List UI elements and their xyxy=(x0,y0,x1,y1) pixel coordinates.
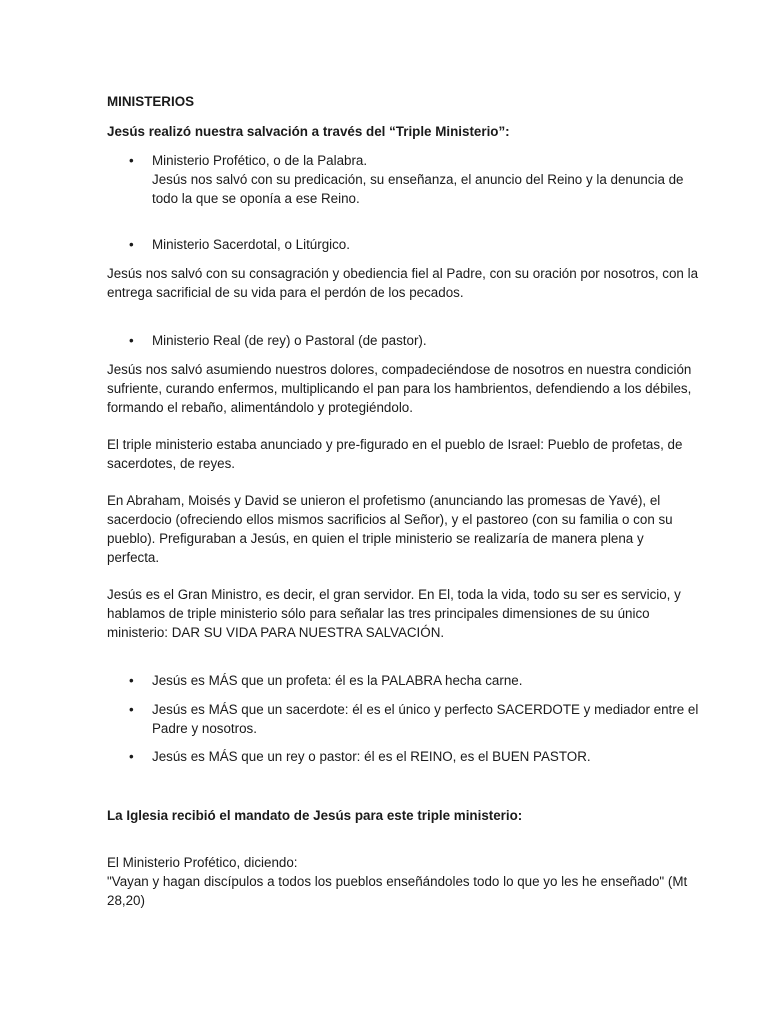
document-heading: MINISTERIOS xyxy=(107,94,195,109)
text-line: hablamos de triple ministerio sólo para señalar las tres principales dimensiones de su único xyxy=(107,606,650,621)
paragraph-pastoral xyxy=(107,360,692,417)
bullet-marker: • xyxy=(129,237,134,252)
bullet-text xyxy=(152,151,684,208)
text-line: Jesús es el Gran Ministro, es decir, el gran servidor. En El, toda la vida, todo su ser es servicio, y xyxy=(107,587,681,602)
text-line: En Abraham, Moisés y David se unieron el profetismo (anunciando las promesas de Yavé), el xyxy=(107,493,661,508)
text-line: El triple ministerio estaba anunciado y pre-figurado en el pueblo de Israel: Pueblo de profetas, de xyxy=(107,437,683,452)
text-line: sacerdocio (ofreciendo ellos mismos sacrificios al Señor), y el pastoreo (con su familia o con su xyxy=(107,512,673,527)
text-line: Padre y nosotros. xyxy=(152,721,257,736)
bullet-text xyxy=(152,331,652,350)
text-line: Jesús nos salvó con su consagración y obediencia fiel al Padre, con su oración por nosotros, con la xyxy=(107,266,699,281)
paragraph-sacerdotal xyxy=(107,264,699,302)
text-line: Jesús es MÁS que un rey o pastor: él es el REINO, es el BUEN PASTOR. xyxy=(152,749,591,764)
paragraph-ministerio-profetico-iglesia xyxy=(107,853,688,910)
bullet-marker: • xyxy=(129,673,134,688)
paragraph-israel xyxy=(107,435,683,473)
bullet-marker: • xyxy=(129,333,134,348)
text-line: 28,20) xyxy=(107,893,145,908)
text-line: sacerdotes, de reyes. xyxy=(107,456,236,471)
text-line: entrega sacrificial de su vida para el perdón de los pecados. xyxy=(107,285,464,300)
text-line: formando el rebaño, alimentándolo y protegiéndolo. xyxy=(107,400,413,415)
bullet-text xyxy=(152,671,652,690)
text-line: Ministerio Real (de rey) o Pastoral (de pastor). xyxy=(152,333,427,348)
text-line: "Vayan y hagan discípulos a todos los pueblos enseñándoles todo lo que yo les he enseñado" (Mt xyxy=(107,874,688,889)
text-line: Ministerio Profético, o de la Palabra. xyxy=(152,153,368,168)
section-heading-iglesia: La Iglesia recibió el mandato de Jesús para este triple ministerio: xyxy=(107,808,523,823)
text-line: sufriente, curando enfermos, multiplicando el pan para los hambrientos, defendiendo a los débiles, xyxy=(107,381,692,396)
text-line: Jesús es MÁS que un sacerdote: él es el único y perfecto SACERDOTE y mediador entre el xyxy=(152,702,699,717)
text-line: todo la que se oponía a ese Reino. xyxy=(152,191,360,206)
text-line: Jesús es MÁS que un profeta: él es la PALABRA hecha carne. xyxy=(152,673,523,688)
document-subheading: Jesús realizó nuestra salvación a través del “Triple Ministerio”: xyxy=(107,124,510,139)
text-line: Jesús nos salvó con su predicación, su enseñanza, el anuncio del Reino y la denuncia de xyxy=(152,172,684,187)
bullet-text xyxy=(152,747,652,766)
text-line: perfecta. xyxy=(107,550,160,565)
text-line: ministerio: DAR SU VIDA PARA NUESTRA SALVACIÓN. xyxy=(107,625,445,640)
bullet-text xyxy=(152,235,652,254)
text-line: Ministerio Sacerdotal, o Litúrgico. xyxy=(152,237,350,252)
text-line: Jesús nos salvó asumiendo nuestros dolores, compadeciéndose de nosotros en nuestra condición xyxy=(107,362,692,377)
bullet-marker: • xyxy=(129,749,134,764)
bullet-marker: • xyxy=(129,153,134,168)
paragraph-abraham xyxy=(107,491,673,567)
bullet-marker: • xyxy=(129,702,134,717)
text-line: pueblo). Prefiguraban a Jesús, en quien el triple ministerio se realizaría de manera plena y xyxy=(107,531,644,546)
text-line: El Ministerio Profético, diciendo: xyxy=(107,855,298,870)
bullet-text xyxy=(152,700,699,738)
paragraph-gran-ministro xyxy=(107,585,681,642)
